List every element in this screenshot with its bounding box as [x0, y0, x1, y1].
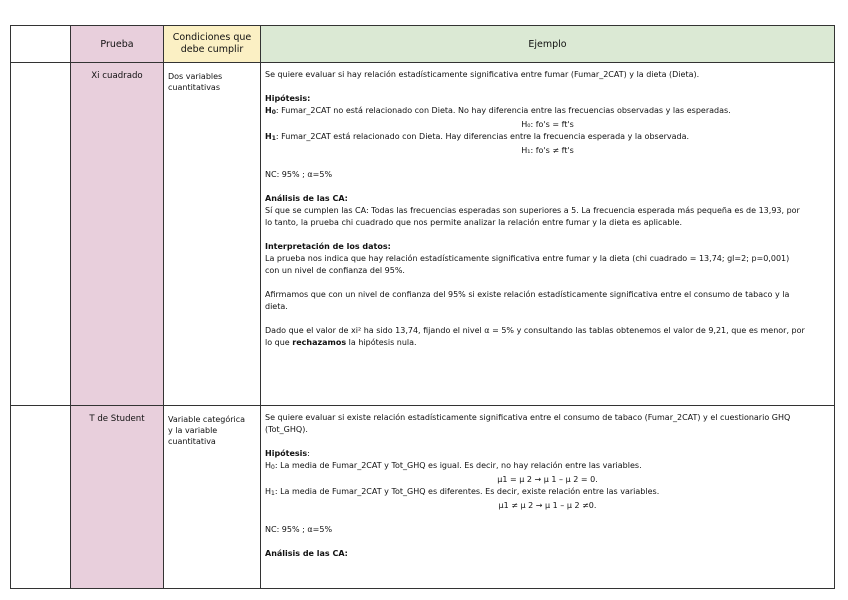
example-intro: (Tot_GHQ).: [265, 425, 308, 434]
header-blank-cell: [11, 26, 71, 63]
header-condiciones-line2: debe cumplir: [180, 44, 244, 55]
h1-line: H1: La media de Fumar_2CAT y Tot_GHQ es diferentes. Es decir, existe relación entre las variables.: [265, 487, 660, 497]
statistics-table: [10, 25, 835, 589]
interpretation-title: Interpretación de los datos:: [265, 242, 391, 251]
affirmation-line: Afirmamos que con un nivel de confianza del 95% si existe relación estadísticamente significativa entre el consumo de tabaco y la: [265, 290, 790, 299]
test-name: Xi cuadrado: [71, 63, 164, 406]
h0-formula: μ1 = μ 2 → μ 1 – μ 2 = 0.: [497, 475, 598, 484]
header-condiciones: [164, 26, 261, 63]
interpretation-line: La prueba nos indica que hay relación estadísticamente significativa entre fumar y la dieta (chi cuadrado = 13,74; gl=2; p=0,001): [265, 254, 790, 263]
table-row: [11, 406, 835, 589]
header-ejemplo: Ejemplo: [261, 26, 835, 63]
conditions-cell: [164, 63, 261, 406]
confidence-level: NC: 95% ; α=5%: [265, 170, 333, 179]
confidence-level: NC: 95% ; α=5%: [265, 525, 333, 534]
example-cell: [261, 63, 835, 406]
condition-line: Dos variables: [168, 72, 223, 81]
example-cell: [261, 406, 835, 589]
affirmation-line: dieta.: [265, 302, 288, 311]
header-row: [11, 26, 835, 63]
conclusion-line: Dado que el valor de xi² ha sido 13,74, fijando el nivel α = 5% y consultando las tablas obtenemos el valor de 9,21, que es menor, por: [265, 326, 805, 335]
h1-line: H1: Fumar_2CAT está relacionado con Dieta. Hay diferencias entre la frecuencia esperada y la observada.: [265, 132, 690, 142]
hypothesis-title: Hipótesis:: [265, 94, 311, 103]
h1-formula: μ1 ≠ μ 2 → μ 1 – μ 2 ≠0.: [498, 501, 597, 510]
test-name: T de Student: [71, 406, 164, 589]
header-condiciones-line1: Condiciones que: [172, 32, 252, 43]
blank-cell: [11, 63, 71, 406]
hypothesis-title: Hipótesis:: [265, 449, 310, 458]
example-intro: Se quiere evaluar si hay relación estadísticamente significativa entre fumar (Fumar_2CAT) y la dieta (Dieta).: [265, 70, 700, 79]
table-row: [11, 63, 835, 406]
condition-line: Variable categórica: [168, 415, 246, 424]
condition-line: cuantitativa: [168, 437, 216, 446]
h0-line: H0: Fumar_2CAT no está relacionado con Dieta. No hay diferencia entre las frecuencias observadas y las esperadas.: [265, 106, 731, 116]
ca-title: Análisis de las CA:: [265, 194, 348, 203]
example-intro: Se quiere evaluar si existe relación estadísticamente significativa entre el consumo de tabaco (Fumar_2CAT) y el cuestionario GHQ: [265, 413, 791, 422]
ca-line: Sí que se cumplen las CA: Todas las frecuencias esperadas son superiores a 5. La frecuencia esperada más pequeña es de 13,93, por: [265, 206, 800, 215]
blank-cell: [11, 406, 71, 589]
ca-title: Análisis de las CA:: [265, 549, 348, 558]
header-prueba: Prueba: [71, 26, 164, 63]
conclusion-line: lo que rechazamos la hipótesis nula.: [265, 338, 417, 347]
h0-line: H0: La media de Fumar_2CAT y Tot_GHQ es igual. Es decir, no hay relación entre las variables.: [265, 461, 642, 471]
condition-line: y la variable: [168, 426, 218, 435]
conditions-cell: [164, 406, 261, 589]
condition-line: cuantitativas: [168, 83, 221, 92]
h1-formula: H₁: fo's ≠ ft's: [521, 146, 574, 155]
interpretation-line: con un nivel de confianza del 95%.: [265, 266, 405, 275]
h0-formula: H₀: fo's = ft's: [521, 120, 574, 129]
ca-line: lo tanto, la prueba chi cuadrado que nos permite analizar la relación entre fumar y la dieta es aplicable.: [265, 218, 683, 227]
